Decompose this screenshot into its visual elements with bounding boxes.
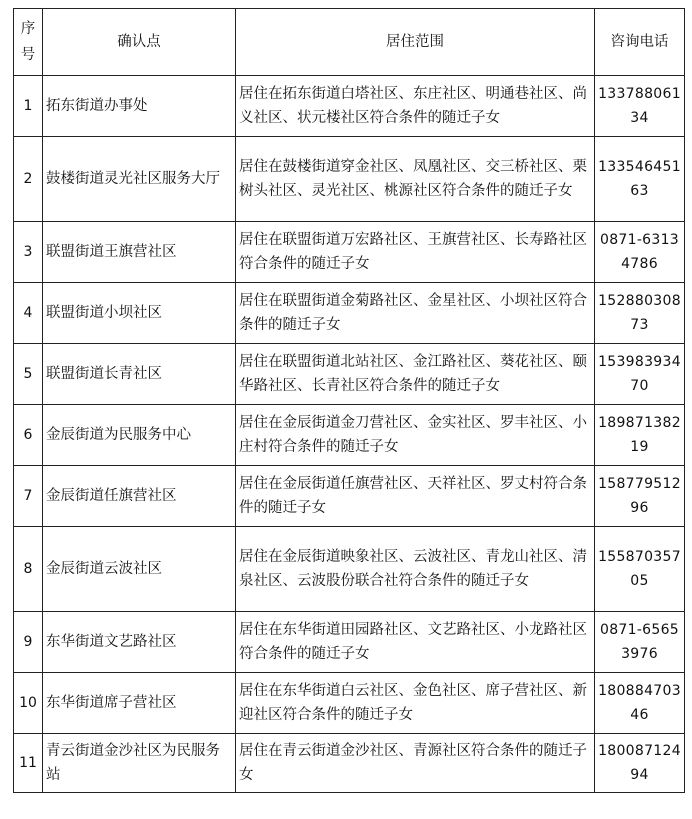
row-point: 金辰街道为民服务中心 xyxy=(43,405,236,466)
row-range: 居住在联盟街道万宏路社区、王旗营社区、长寿路社区符合条件的随迁子女 xyxy=(236,222,595,283)
row-point: 联盟街道王旗营社区 xyxy=(43,222,236,283)
row-index: 11 xyxy=(14,734,43,793)
row-point: 拓东街道办事处 xyxy=(43,76,236,137)
row-index: 2 xyxy=(14,137,43,222)
row-range: 居住在金辰街道映象社区、云波社区、青龙山社区、清泉社区、云波股份联合社符合条件的随迁子女 xyxy=(236,527,595,612)
row-phone: 15398393470 xyxy=(595,344,685,405)
table-row xyxy=(14,734,685,793)
row-point: 联盟街道小坝社区 xyxy=(43,283,236,344)
row-range: 居住在联盟街道北站社区、金江路社区、葵花社区、颐华路社区、长青社区符合条件的随迁子女 xyxy=(236,344,595,405)
table-row xyxy=(14,76,685,137)
table-row xyxy=(14,344,685,405)
row-range: 居住在金辰街道任旗营社区、天祥社区、罗丈村符合条件的随迁子女 xyxy=(236,466,595,527)
table-header-row xyxy=(14,9,685,76)
row-point: 东华街道席子营社区 xyxy=(43,673,236,734)
row-phone: 0871-65653976 xyxy=(595,612,685,673)
row-phone: 15877951296 xyxy=(595,466,685,527)
row-phone: 13354645163 xyxy=(595,137,685,222)
row-range: 居住在拓东街道白塔社区、东庄社区、明通巷社区、尚义社区、状元楼社区符合条件的随迁子女 xyxy=(236,76,595,137)
row-phone: 15587035705 xyxy=(595,527,685,612)
row-index: 1 xyxy=(14,76,43,137)
row-point: 联盟街道长青社区 xyxy=(43,344,236,405)
row-index: 8 xyxy=(14,527,43,612)
header-range: 居住范围 xyxy=(236,9,595,76)
row-point: 金辰街道云波社区 xyxy=(43,527,236,612)
table-row xyxy=(14,405,685,466)
row-point: 鼓楼街道灵光社区服务大厅 xyxy=(43,137,236,222)
table-row xyxy=(14,527,685,612)
row-range: 居住在青云街道金沙社区、青源社区符合条件的随迁子女 xyxy=(236,734,595,793)
row-index: 3 xyxy=(14,222,43,283)
row-index: 10 xyxy=(14,673,43,734)
row-phone: 18987138219 xyxy=(595,405,685,466)
table-row xyxy=(14,466,685,527)
table-row xyxy=(14,222,685,283)
row-index: 6 xyxy=(14,405,43,466)
table-row xyxy=(14,673,685,734)
header-point: 确认点 xyxy=(43,9,236,76)
row-phone: 18008712494 xyxy=(595,734,685,793)
row-range: 居住在金辰街道金刀营社区、金实社区、罗丰社区、小庄村符合条件的随迁子女 xyxy=(236,405,595,466)
row-point: 东华街道文艺路社区 xyxy=(43,612,236,673)
row-phone: 18088470346 xyxy=(595,673,685,734)
row-index: 9 xyxy=(14,612,43,673)
table-row xyxy=(14,283,685,344)
table-row xyxy=(14,612,685,673)
row-point: 青云街道金沙社区为民服务站 xyxy=(43,734,236,793)
row-index: 7 xyxy=(14,466,43,527)
row-range: 居住在东华街道田园路社区、文艺路社区、小龙路社区符合条件的随迁子女 xyxy=(236,612,595,673)
row-index: 5 xyxy=(14,344,43,405)
row-index: 4 xyxy=(14,283,43,344)
table-row xyxy=(14,137,685,222)
row-phone: 13378806134 xyxy=(595,76,685,137)
row-phone: 0871-63134786 xyxy=(595,222,685,283)
row-range: 居住在联盟街道金菊路社区、金星社区、小坝社区符合条件的随迁子女 xyxy=(236,283,595,344)
row-range: 居住在鼓楼街道穿金社区、凤凰社区、交三桥社区、栗树头社区、灵光社区、桃源社区符合条件的随迁子女 xyxy=(236,137,595,222)
row-range: 居住在东华街道白云社区、金色社区、席子营社区、新迎社区符合条件的随迁子女 xyxy=(236,673,595,734)
header-phone: 咨询电话 xyxy=(595,9,685,76)
row-phone: 15288030873 xyxy=(595,283,685,344)
row-point: 金辰街道任旗营社区 xyxy=(43,466,236,527)
confirmation-points-table xyxy=(13,8,685,793)
header-index: 序号 xyxy=(14,9,43,76)
